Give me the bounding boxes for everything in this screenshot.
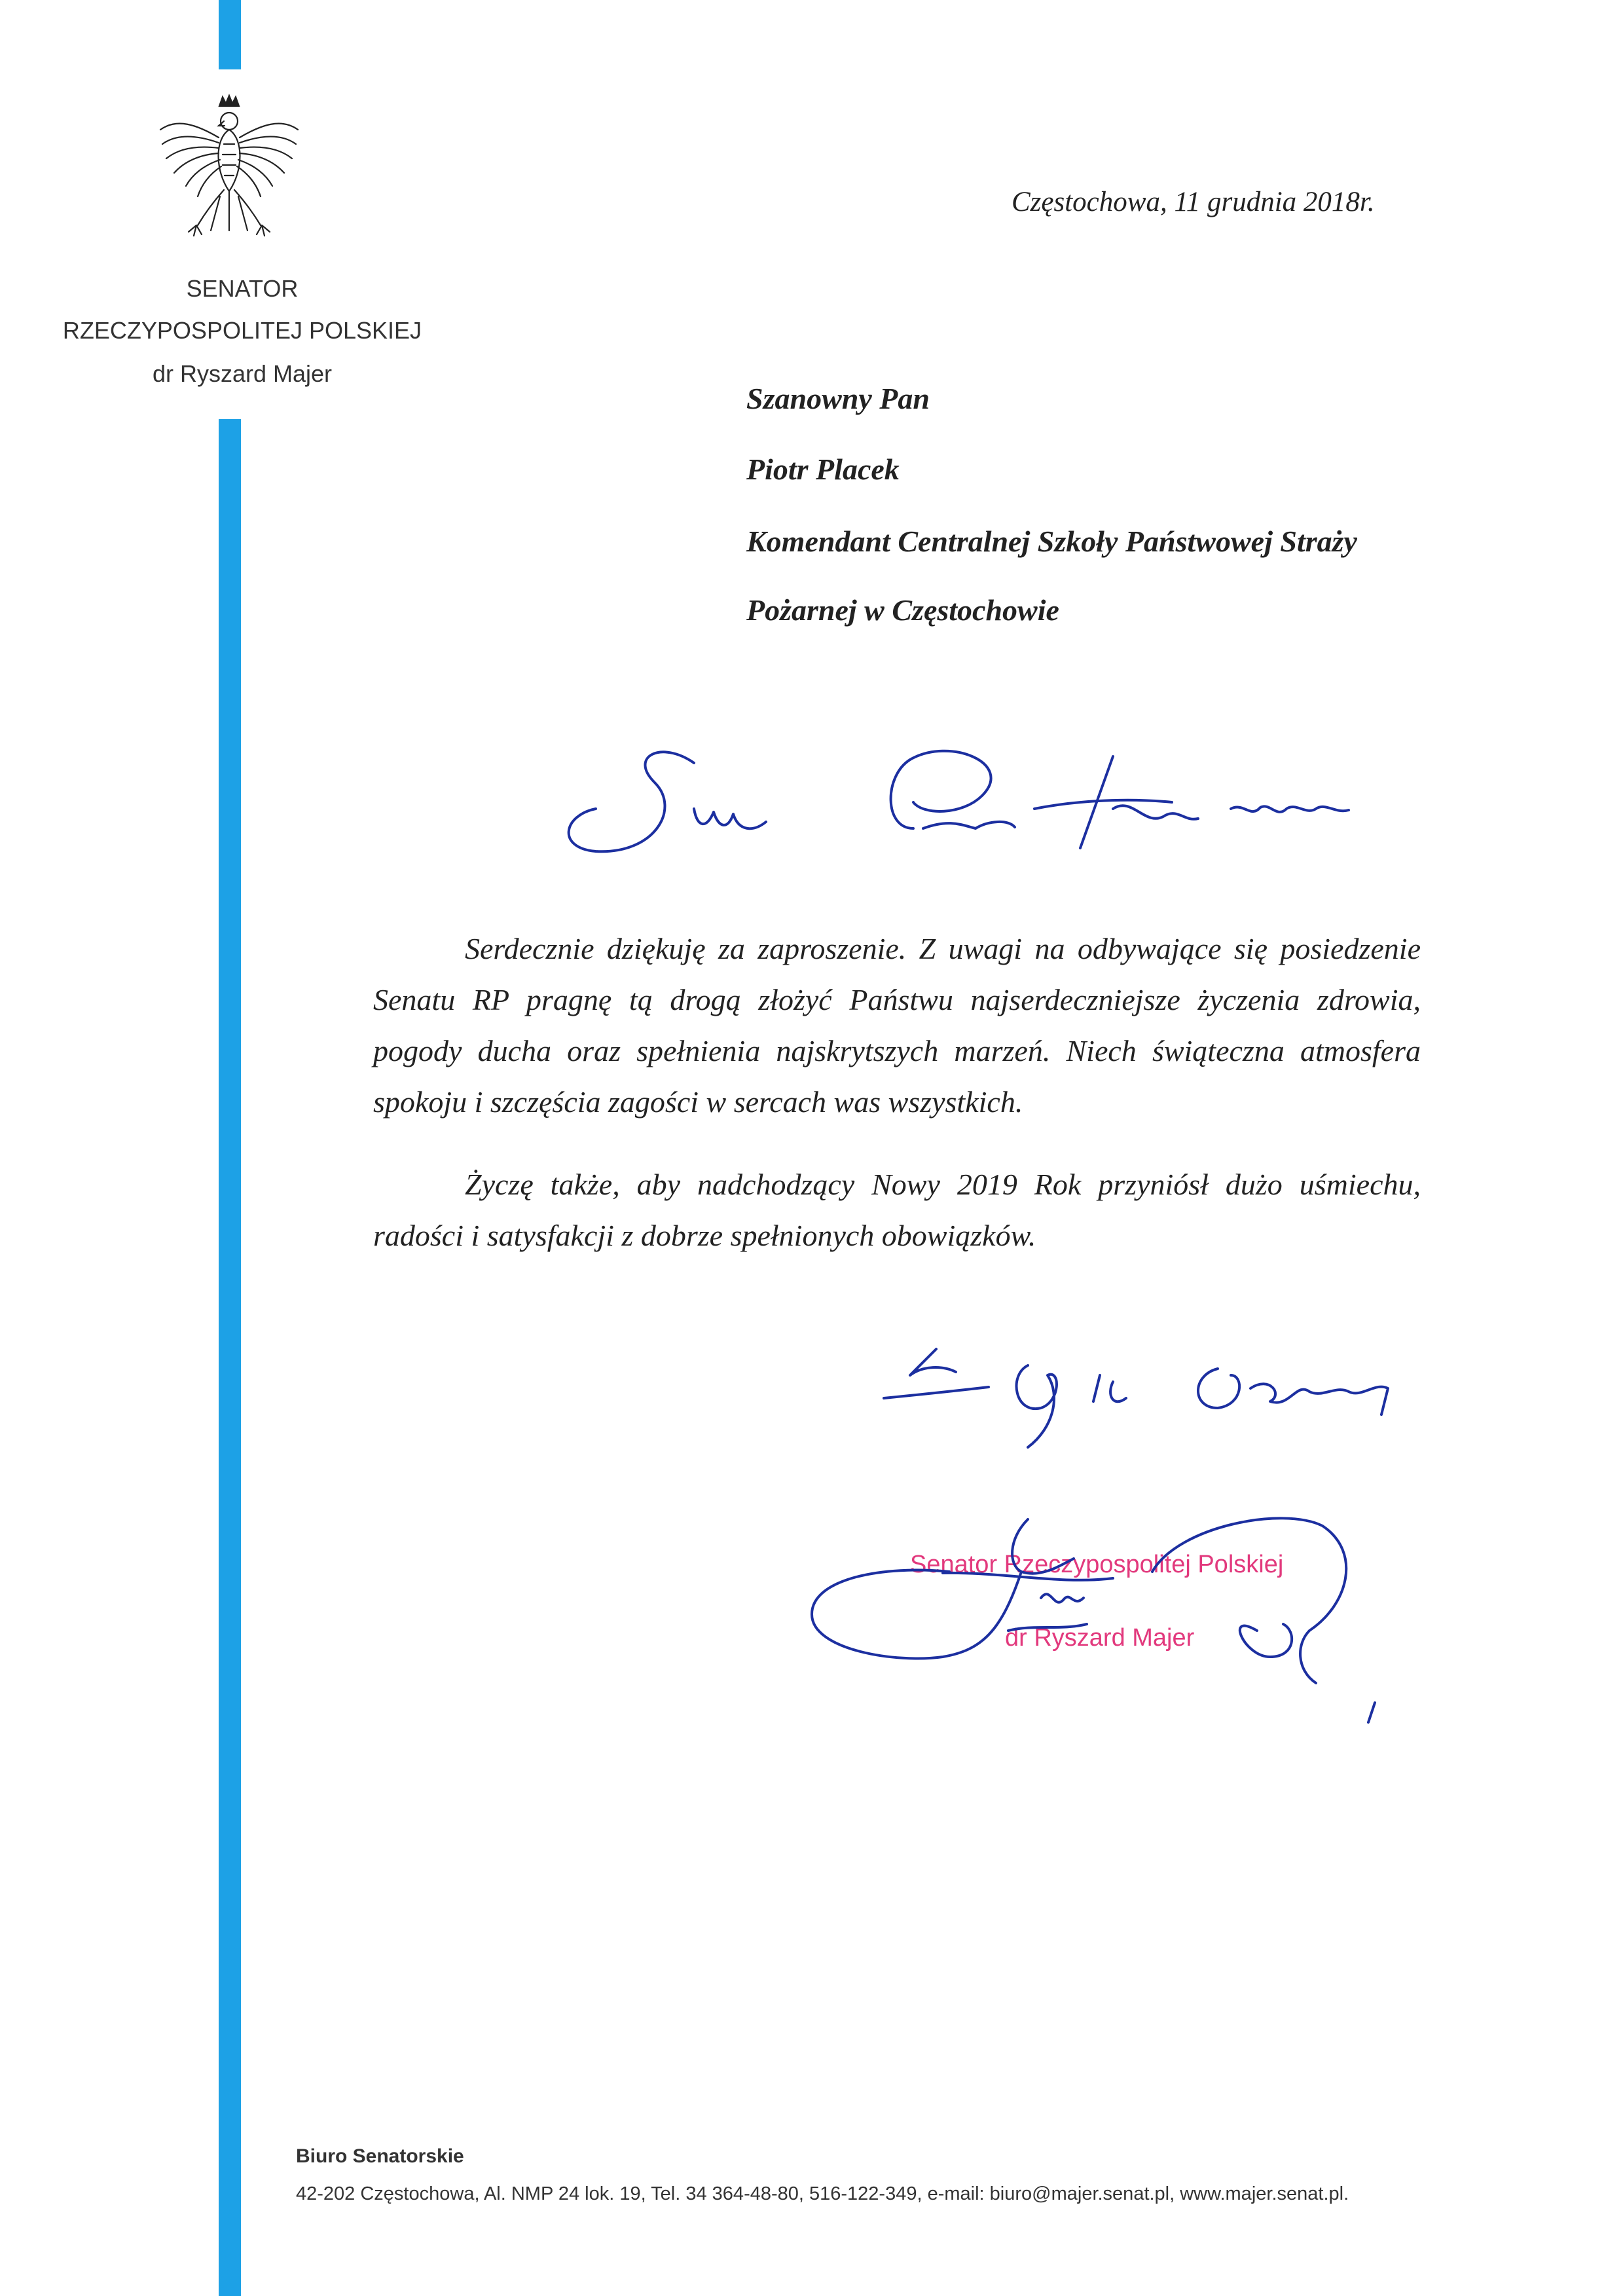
sender-name: dr Ryszard Majer [152,360,333,387]
handwritten-signature [786,1500,1440,1762]
decorative-bar-vertical [219,419,241,2296]
recipient-name: Piotr Placek [746,453,900,486]
stamp-line-2: dr Ryszard Majer [1005,1624,1195,1652]
stamp-line-1: Senator Rzeczypospolitej Polskiej [910,1551,1284,1578]
handwritten-greeting [556,737,1453,881]
letter-paragraph-2: Życzę także, aby nadchodzący Nowy 2019 Rok przyniósł dużo uśmiechu, radości i satysfakcji z dobrze spełnionych obowiązków. [373,1168,1421,1252]
recipient-position-line1: Komendant Centralnej Szkoły Państwowej Straży [746,525,1357,558]
recipient-salutation: Szanowny Pan [746,382,930,415]
sender-institution: RZECZYPOSPOLITEJ POLSKIEJ [62,317,422,344]
footer-office-title: Biuro Senatorskie [296,2145,464,2167]
eagle-emblem-icon [151,92,308,249]
letter-date: Częstochowa, 11 grudnia 2018r. [1012,187,1375,217]
handwritten-regards [864,1336,1453,1467]
sender-title: SENATOR [186,275,299,302]
recipient-position-line2: Pożarnej w Częstochowie [746,593,1059,627]
letter-paragraph-1: Serdecznie dziękuję za zaproszenie. Z uwagi na odbywające się posiedzenie Senatu RP pragnę tą drogą złożyć Państwu najserdeczniejsze życzenia zdrowia, pogody ducha oraz spełnienia najskrytszych marzeń. Niech świąteczna atmosfera spokoju i szczęścia zagości w sercach was wszystkich. [373,932,1421,1119]
footer-address: 42-202 Częstochowa, Al. NMP 24 lok. 19, Tel. 34 364-48-80, 516-122-349, e-mail: biuro@majer.senat.pl, www.majer.senat.pl. [296,2183,1349,2204]
decorative-bar-top [219,0,241,69]
